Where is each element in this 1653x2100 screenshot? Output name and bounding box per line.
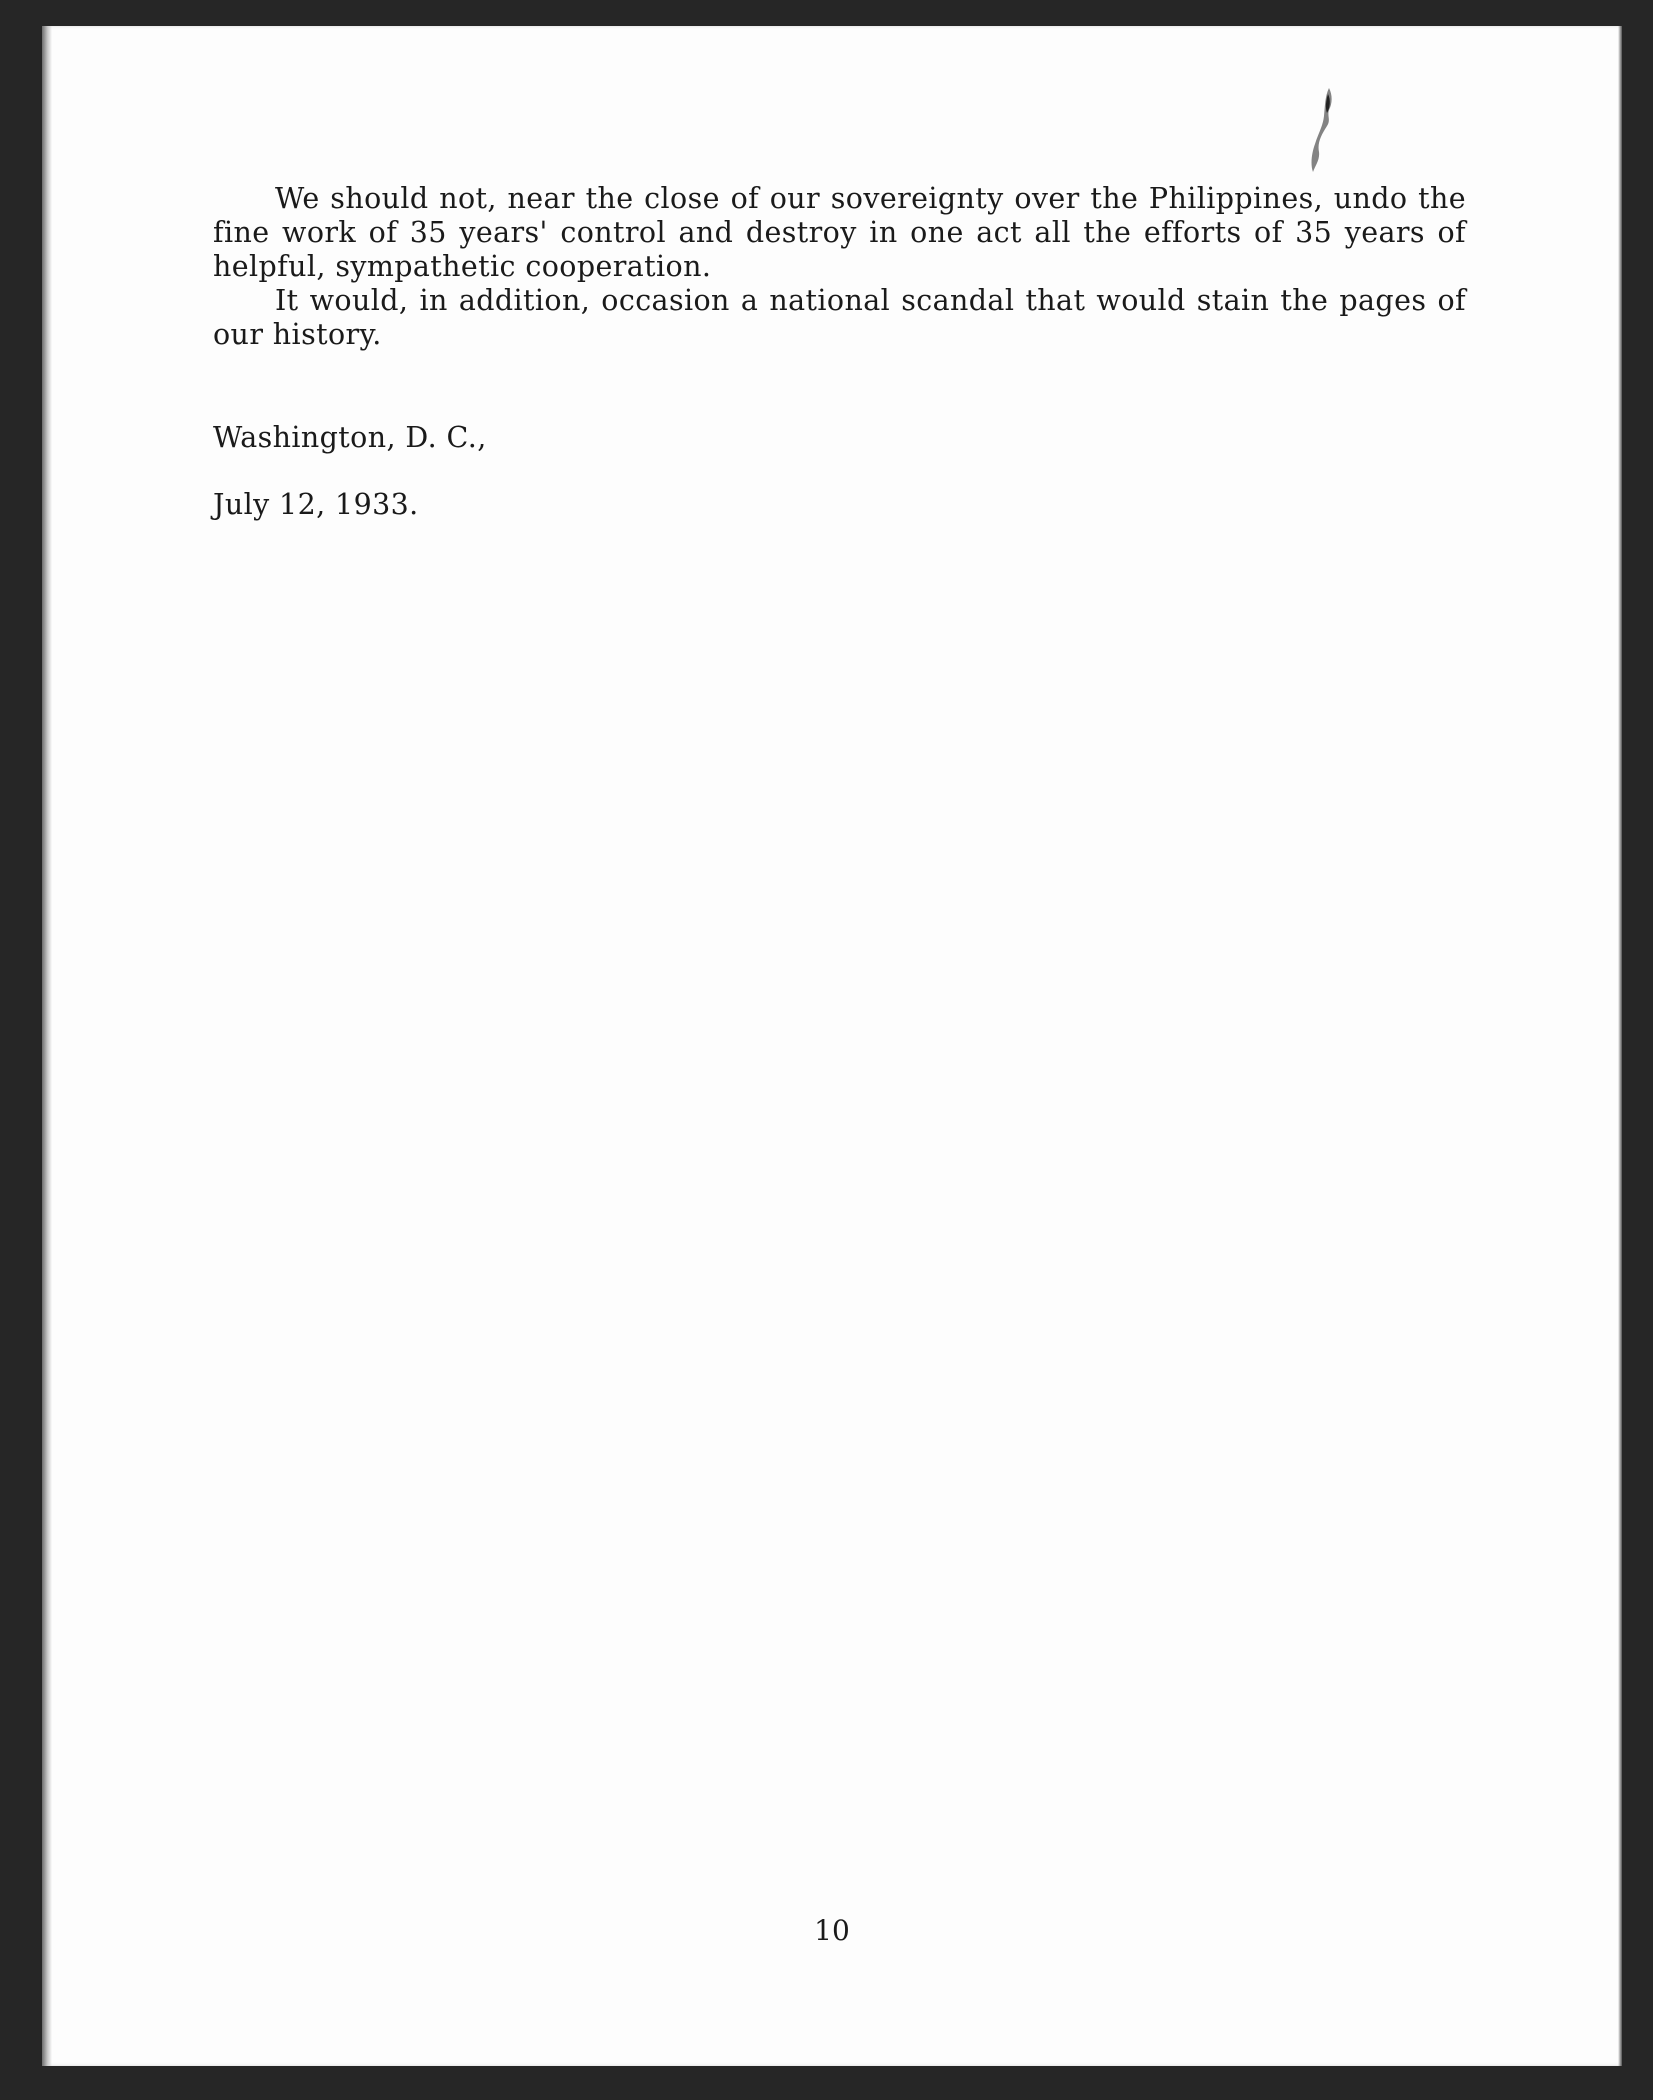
document-page (42, 26, 1622, 2066)
page-right-edge-shadow (1618, 26, 1622, 2066)
paragraph-1: We should not, near the close of our sovereignty over the Philippines, undo the fine work of 35 years' control and destroy in one act all the efforts of 35 years of helpful, sympathetic cooperation. (213, 182, 1466, 283)
page-number: 10 (814, 1914, 850, 1947)
page-left-edge-shadow (42, 26, 52, 2066)
ink-smudge-mark (1307, 86, 1341, 176)
paragraph-2: It would, in addition, occasion a national scandal that would stain the pages of our history. (213, 284, 1466, 351)
date-line: July 12, 1933. (213, 488, 419, 521)
place-line: Washington, D. C., (213, 421, 487, 454)
